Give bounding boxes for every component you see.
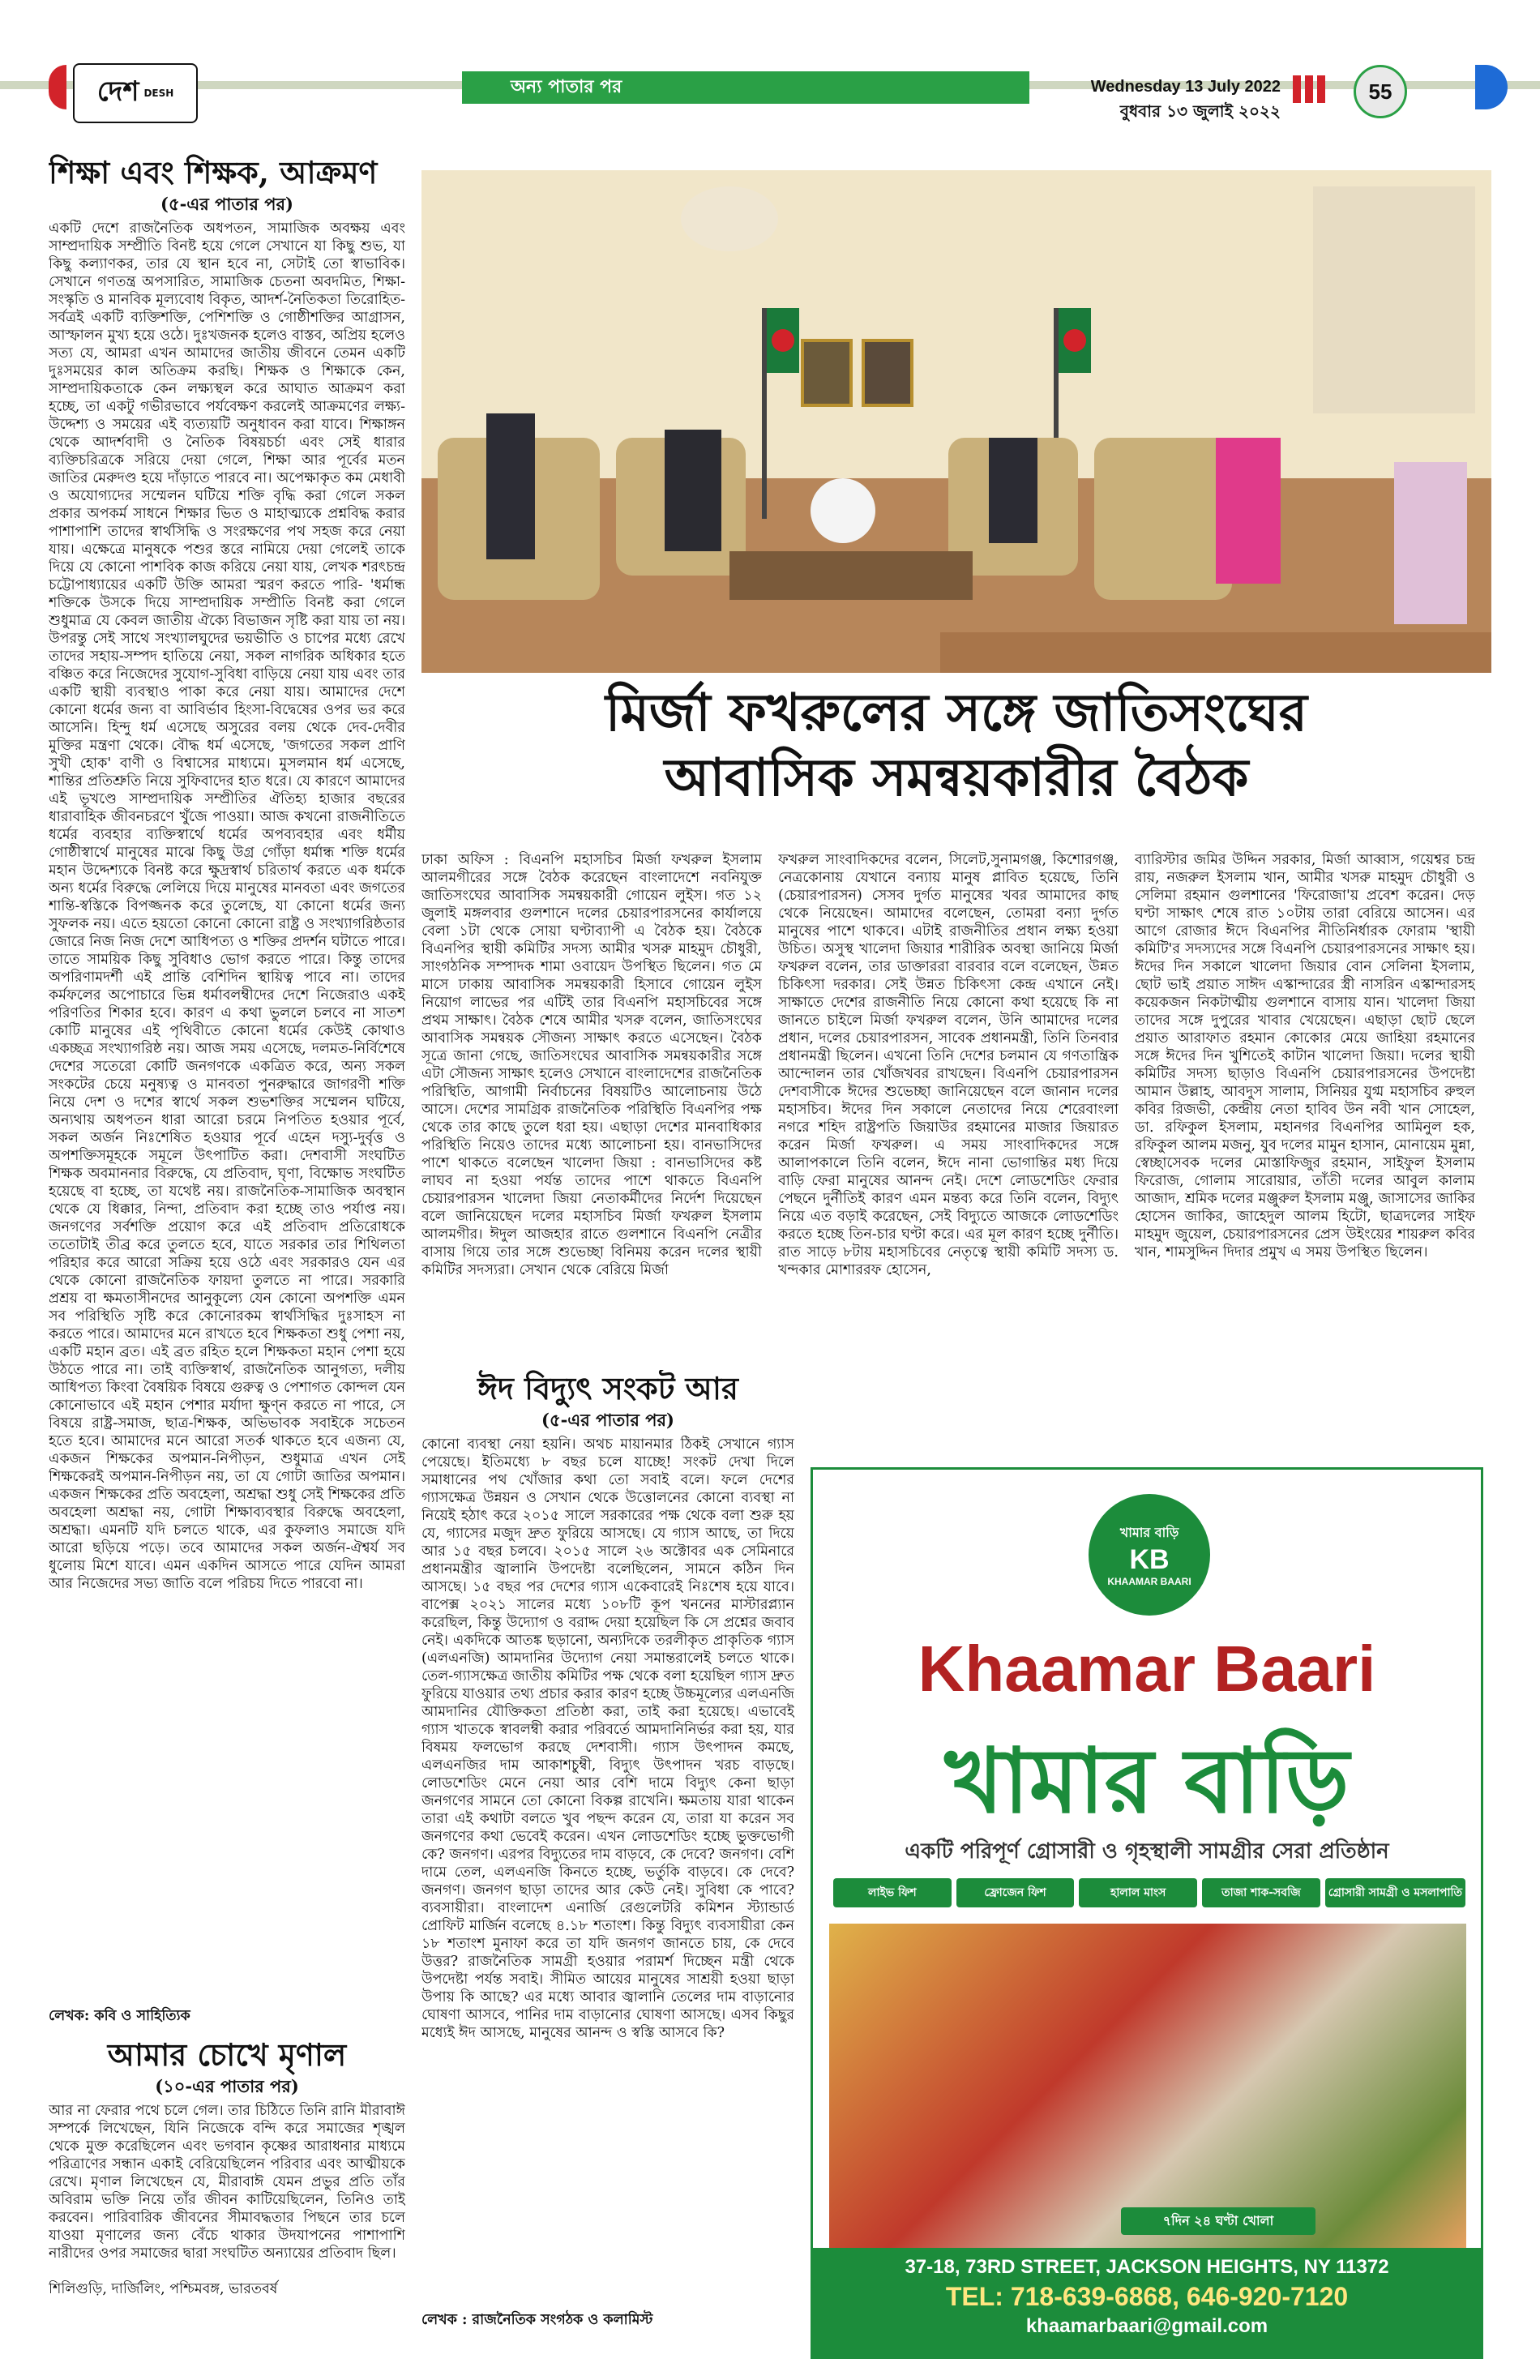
header-right-cap	[1475, 65, 1508, 109]
khaamar-baari-ad	[811, 1467, 1483, 2359]
logo-sub: DESH	[143, 88, 174, 99]
article3-author: লেখক : রাজনৈতিক সংগঠক ও কলামিস্ট	[421, 2312, 653, 2328]
lead-photo	[421, 170, 1491, 673]
ad-contact	[813, 2248, 1481, 2359]
khaamar-baari-badge	[1089, 1494, 1210, 1616]
article2-continued: (১০-এর পাতার পর)	[155, 2076, 299, 2096]
lead-col-2: ফখরুল সাংবাদিকদের বলেন, সিলেট,সুনামগঞ্জ, কিশোরগঞ্জ, নেত্রকোনায় যেখানে বন্যায় মানুষ প্লাবিত হয়েছে, তিনি (চেয়ারপারসন) সেসব দুর্গত মানুষের খবর আমাদের কাছ থেকে নিয়েছেন। আমাদের বলেছেন, তোমরা বন্যা দুর্গত মানুষের পাশে থাকবে। এটাই রাজনীতির প্রধান লক্ষ্য হওয়া উচিত। অসুস্থ খালেদা জিয়ার শারীরিক অবস্থা জানিয়ে মির্জা ফখরুল বলেন, তার ডাক্তাররা বারবার বলে বলেছেন, উন্নত চিকিৎসা দরকার। সেই উন্নত চিকিৎসা কেন্দ্র এখানে নেই। সাক্ষাতে দেশের রাজনীতি নিয়ে কোনো কথা হয়েছে কি না জানতে চাইলে মির্জা ফখরুল বলেন, উনি আমাদের দলের প্রধান, দলের চেয়ারপারসন, সাবেক প্রধানমন্ত্রী, তিনি তিনবার প্রধানমন্ত্রী ছিলেন। এখনো তিনি দেশের চলমান যে গণতান্ত্রিক আন্দোলন তার খোঁজখবর রাখছেন। বিএনপি চেয়ারপারসন দেশবাসীকে ঈদের শুভেচ্ছা জানিয়েছেন বলে জানান দলের মহাসচিব। ঈদের দিন সকালে নেতাদের নিয়ে শেরেবাংলা নগরে শহিদ রাষ্ট্রপতি জিয়াউর রহমানের মাজার জিয়ারত করেন মির্জা ফখরুল। এ সময় সাংবাদিকদের সঙ্গে আলাপকালে তিনি বলেন, ঈদে নানা ভোগান্তির মধ্য দিয়ে বাড়ি ফেরা মানুষের আনন্দ নেই। দেশে লোডশেডিং ফেরার পেছনে দুর্নীতিই কারণ এমন মন্তব্য করে তিনি বলেন, বিদ্যুৎ নিয়ে এত বড়াই করেছেন, সেই বিদ্যুতে আজকে লোডশেডিং করতে হচ্ছে তিন-চার ঘণ্টা করে। এর মূল কারণ হচ্ছে দুর্নীতি। রাত সাড়ে ৮টায় মহাসচিবের নেতৃত্বে স্থায়ী কমিটি সদস্য ড. খন্দকার মোশাররফ হোসেন,	[778, 852, 1119, 1278]
badge-top: খামার বাড়ি	[1119, 1525, 1179, 1540]
flag-bars-icon	[1289, 69, 1329, 109]
page-number: 55	[1354, 65, 1407, 118]
masthead-logo	[73, 63, 198, 123]
lead-headline	[421, 681, 1491, 811]
date-bn: বুধবার ১৩ জুলাই ২০২২	[1119, 101, 1281, 121]
ad-address: 37-18, 73RD STREET, JACKSON HEIGHTS, NY 11372	[905, 2256, 1389, 2278]
section-label: অন্য পাতার পর	[511, 76, 622, 97]
ad-category: ফ্রোজেন ফিশ	[956, 1878, 1075, 1907]
page-header	[0, 0, 1540, 122]
article3-continued: (৫-এর পাতার পর)	[541, 1410, 674, 1430]
date-block	[1013, 75, 1281, 123]
ad-food-photo	[829, 1924, 1466, 2248]
article2-title: আমার চোখে মৃণাল	[107, 2036, 347, 2073]
badge-mid: KB	[1129, 1544, 1170, 1575]
article3-title: ঈদ বিদ্যুৎ সংকট আর	[477, 1370, 738, 1406]
article1-body: একটি দেশে রাজনৈতিক অধপতন, সামাজিক অবক্ষয় এবং সাম্প্রদায়িক সম্প্রীতি বিনষ্ট হয়ে গেলে সেখানে যা কিছু শুভ, যা কিছু কল্যাণকর, তার যে স্থান হবে না, সেটাই তো স্বাভাবিক। সেখানে গণতন্ত্র অপসারিত, সামাজিক চেতনা অবদমিত, শিক্ষা-সংস্কৃতি ও মানবিক মূল্যবোধ বিকৃত, আদর্শ-নৈতিকতা তিরোহিত- সর্বত্রই একটি ব্যক্তিশক্তি, পেশিশক্তি ও গোষ্ঠীশক্তির আগ্রাসন, আস্ফালন মুখ্য হয়ে ওঠে। দুঃখজনক হলেও বাস্তব, অপ্রিয় হলেও সত্য যে, আমরা এখন আমাদের জাতীয় জীবনে তেমন একটি দুঃসময়ের কাল অতিক্রম করছি। শিক্ষক ও শিক্ষাকে কেন, সাম্প্রদায়িকতাকে কেন লক্ষ্যস্থল করে আঘাত আক্রমণ করা হচ্ছে, তা একটু গভীরভাবে পর্যবেক্ষণ করলেই আক্রমণের লক্ষ্য-উদ্দেশ্য ও সময়ের এই ব্যত্যয়টি অনুধাবন করা যাবে। শিক্ষাঙ্গন থেকে আদর্শবাদী ও নৈতিক বিষয়চর্চা এবং সেই ধারার ব্যক্তিচরিত্রকে সরিয়ে দেয়া গেলে, শিক্ষা আর পূর্বের মতন জাতির মেরুদণ্ড হয়ে দাঁড়াতে পারবে না। অপেক্ষাকৃত কম মেধাবী ও অযোগ্যদের সম্মেলন ঘটিয়ে শক্তি বৃদ্ধি করা গেলে সকল প্রকার অপকর্ম সাধনে শিক্ষার ভিত ও মাহাত্ম্যকে প্রশ্নবিদ্ধ করার পাশাপাশি তাদের স্বার্থসিদ্ধি ও সংরক্ষণের পথ সহজ করে নেয়া যায়। এক্ষেত্রে মানুষকে পশুর স্তরে নামিয়ে দেয়া গেলেই তাকে দিয়ে যে কোনো পাশবিক কাজ করিয়ে নেয়া যায়, লেখক শরৎচন্দ্র চট্টোপাধ্যায়ের একটি উক্তি আমরা স্মরণ করতে পারি- 'ধর্মান্ধ শক্তিকে উসকে দিয়ে সাম্প্রদায়িক সম্প্রীতি বিনষ্ট করা গেলে শুধুমাত্র যে কেবল জাতীয় ঐক্যে বিভাজন সৃষ্টি করা যায় তা নয়। উপরন্তু সেই সাথে সংখ্যালঘুদের ভয়ভীতি ও চাপের মধ্যে রেখে তাদের সহায়-সম্পদ হাতিয়ে নেয়া, সকল নাগরিক অধিকার হতে বঞ্চিত করে নিজেদের সুযোগ-সুবিধা বাড়িয়ে নেয়া যায় এবং তার একটি স্থায়ী ব্যবস্থাও পাকা করে নেয়া যায়। আমাদের দেশে কোনো ধর্মের জন্য বা আবির্ভাব হিংসা-বিদ্বেষের ওপর ভর করে আসেনি। হিন্দু ধর্ম এসেছে অসুরের বলয় থেকে দেব-দেবীর মুক্তির মন্ত্রণা থেকে। বৌদ্ধ ধর্ম এসেছে, 'জগতের সকল প্রাণি সুখী হোক' বাণী ও বিশ্বাসের মাধ্যমে। মুসলমান ধর্ম এসেছে, শান্তির প্রতিশ্রুতি নিয়ে সুফিবাদের হাত ধরে। যে কারণে আমাদের এই ভূখণ্ডে সাম্প্রদায়িক সম্প্রীতির ঐতিহ্য হাজার বছরের ধারাবাহিক জীবনচরণে খুঁজে পাওয়া। আজ কখনো রাজনীতিতে ধর্মের ব্যবহার ব্যক্তিস্বার্থে ধর্মের অপব্যবহার এবং ধর্মীয় গোষ্ঠীস্বার্থে মানুষের মাঝে কিছু উগ্র গোঁড়া ধর্মান্ধ শক্তি ধর্মের মহান উদ্দেশ্যকে বিনষ্ট করে ক্ষুদ্রস্বার্থ চরিতার্থ করতে এক ধর্মকে অন্য ধর্মের বিরুদ্ধে লেলিয়ে দিয়ে মানুষের মানবতা এবং জগতের শান্তি-স্বস্তিকে বিপজ্জনক করে তুলেছে, যা কোনো ধর্মের জন্য সুফলক নয়। এতে হয়তো কোনো কোনো রাষ্ট্র ও সংখ্যাগরিষ্ঠতার জোরে নিজ নিজ দেশে আধিপত্য ও শক্তির প্রদর্শন ঘটাতে পারে। তাতে সাময়িক কিছু সুবিধাও ভোগ করতে পারে। কিন্তু তাদের অপরিণামদর্শী এই প্রান্তি বেশিদিন স্থায়িত্ব পাবে না। তাদের কর্মফলের অপোচারে ভিন্ন ধর্মাবলম্বীদের দেশে নিজেরাও একই পরিণতির শিকার হবে। কারণ এ কথা ভুললে চলবে না সাতশ কোটি মানুষের এই পৃথিবীতে কোনো ধর্মের কেউই কোথাও একচ্ছত্র সংখ্যাগরিষ্ঠ নয়। আজ সময় এসেছে, দলমত-নির্বিশেষে দেশের সতেরো কোটি জনগণকে একত্রিত করে, অন্য সকল সংকটের চেয়ে মনুষ্যত্ব ও মানবতা পুনরুদ্ধারে জাগরণী শক্তি নিয়ে দেশ ও দশের স্বার্থে সকল শুভশক্তির সম্মেলন ঘটিয়ে, অন্যথায় অধপতন ধারা আরো চরমে নিপতিত হওয়ার পূর্বে, সকল অর্জন নিঃশেষিত হওয়ার পূর্বে এহেন দস্যু-দুর্বৃত্ত ও অপশক্তিসমূহকে সমূলে উৎপাটিত করা। দেশবাসী সংঘটিত শিক্ষক অবমাননার বিরুদ্ধে, যে প্রতিবাদ, ঘৃণা, বিক্ষোভ সংঘটিত হয়েছে বা হচ্ছে, তা যথেষ্ট নয়। রাজনৈতিক-সামাজিক অবস্থান থেকে যে ধিক্কার, নিন্দা, প্রতিবাদ করা হচ্ছে তাও পর্যাপ্ত নয়। জনগণের সর্বশক্তি প্রয়োগ করে এই প্রতিবাদ প্রতিরোধকে ততোটাই তীব্র করে তুলতে হবে, যাতে সরকার তার শিথিলতা পরিহার করে আরো সক্রিয় হয়ে ওঠে এবং সরকারও যেন এর থেকে কোনো রাজনৈতিক ফায়দা তুলতে না পারে। সরকারি প্রশ্রয় বা ক্ষমতাসীনদের আনুকূল্যে যেন কোনো অপশক্তি এমন সব পরিস্থিতি সৃষ্টি করে কোনোরকম স্বার্থসিদ্ধির দুঃসাহস না করতে পারে। আমাদের মনে রাখতে হবে শিক্ষকতা শুধু পেশা নয়, একটি মহান ব্রত। এই ব্রত রহিত হলে শিক্ষকতা মহান পেশা হয়ে উঠতে পারে না। তাই ব্যক্তিস্বার্থ, রাজনৈতিক আনুগত্য, দলীয় আধিপত্য কিংবা বৈষয়িক বিষয়ে গুরুত্ব ও পেশাগত কোন্দল যেন কোনোভাবে এই মহান পেশার মর্যাদা ক্ষুণ্ন করতে না পারে, সে বিষয়ে রাষ্ট্র-সমাজ, ছাত্র-শিক্ষক, অভিভাবক সবাইকে সচেতন হতে হবে। আমাদের মনে আরো সতর্ক থাকতে হবে এজন্য যে, একজন শিক্ষকের অপমান-নিপীড়ন, শুধুমাত্র এখন সেই শিক্ষকেরই অপমান-নিপীড়ন নয়, তা যে গোটা জাতির অপমান। একজন শিক্ষকের প্রতি অবহেলা, অশ্রদ্ধা শুধু সেই শিক্ষকের প্রতি অবহেলা অশ্রদ্ধা নয়, গোটা শিক্ষাব্যবস্থার বিরুদ্ধে অবহেলা, অশ্রদ্ধা। এমনটি যদি চলতে থাকে, এর কুফলাও সমাজে যদি আরো ছড়িয়ে পড়ে। তবে আমাদের সকল অর্জন-ঐশ্বর্য সব ধুলোয় মিশে যাবে। এমন একদিন আসতে পারে যেদিন আমরা আর নিজেদের সভ্য জাতি বলে পরিচয় দিতে পারবো না।	[49, 220, 405, 1592]
lead-headline-line2: আবাসিক সমন্বয়কারীর বৈঠক	[664, 747, 1249, 808]
ad-category: হালাল মাংস	[1079, 1878, 1197, 1907]
ad-open-hours: ৭দিন ২৪ ঘণ্টা খোলা	[1121, 2207, 1315, 2235]
date-en: Wednesday 13 July 2022	[1090, 78, 1281, 96]
ad-category: তাজা শাক-সবজি	[1202, 1878, 1320, 1907]
article1-title: শিক্ষা এবং শিক্ষক, আক্রমণ	[49, 154, 378, 190]
article2-body: আর না ফেরার পথে চলে গেল। তার চিঠিতে তিনি রানি মীরাবাঈ সম্পর্কে লিখেছেন, যিনি নিজেকে বন্দি করে সমাজের শৃঙ্খল থেকে মুক্ত করেছিলেন এবং ভগবান কৃষ্ণের আরাধনার মাধ্যমে পরিত্রাণের সন্ধান একাই বেরিয়েছিলেন পরিবার এবং আত্মীয়কে রেখে। মৃণাল লিখেছেন যে, মীরাবাঈ যেমন প্রভুর প্রতি তাঁর অবিরাম ভক্তি নিয়ে তাঁর জীবন কাটিয়েছিলেন, তিনিও তাই করবেন। পারিবারিক জীবনের সীমাবদ্ধতার পিছনে তার চলে যাওয়া মৃণালের জন্য বেঁচে থাকার উদযাপনের পাশাপাশি নারীদের ওপর সমাজের দ্বারা সংঘটিত অন্যায়ের প্রতিবাদ ছিল।	[49, 2103, 405, 2262]
article3-body: কোনো ব্যবস্থা নেয়া হয়নি। অথচ মায়ানমার ঠিকই সেখানে গ্যাস পেয়েছে। ইতিমধ্যে ৮ বছর চলে যাচ্ছে! সংকট দেখা দিলে সমাধানের পথ খোঁজার কথা তো সবাই বলে। ফলে দেশের গ্যাসক্ষেত্র উন্নয়ন ও সেখান থেকে উত্তোলনের কোনো ব্যবস্থা না নিয়েই হঠাৎ করে ২০১৫ সালে সরকারের পক্ষ থেকে বলা শুরু হয় যে, গ্যাসের মজুদ দ্রুত ফুরিয়ে আসছে। যে গ্যাস আছে, তা দিয়ে আর ১৫ বছর চলবে। ২০১৫ সালে ২৬ অক্টোবর এক সেমিনারে প্রধানমন্ত্রীর জ্বালানি উপদেষ্টা বলেছিলেন, সামনে কঠিন দিন আসছে। ১৫ বছর পর দেশের গ্যাস একেবারেই নিঃশেষ হয়ে যাবে। বাপেক্স ২০২১ সালের মধ্যে ১০৮টি কূপ খননের মাস্টারপ্ল্যান করেছিল, কিন্তু উদ্যোগ ও বরাদ্দ দেয়া হয়েছিল কি সে প্রশ্নের জবাব নেই। একদিকে আতঙ্ক ছড়ানো, অন্যদিকে তরলীকৃত প্রাকৃতিক গ্যাস (এলএনজি) আমদানির উদ্যোগ নেয়া সমান্তরালেই চলতে থাকে। তেল-গ্যাসক্ষেত্র জাতীয় কমিটির পক্ষ থেকে বলা হয়েছিল গ্যাস দ্রুত ফুরিয়ে যাওয়ার তথ্য প্রচার করার কারণ হচ্ছে উচ্চমূল্যের এলএনজি আমদানির যৌক্তিকতা প্রতিষ্ঠা করা, তাই করা হয়েছে। এভাবেই গ্যাস খাতকে স্বাবলম্বী করার পরিবর্তে আমদানিনির্ভর করা হয়, যার বিষময় ফলভোগ করছে দেশবাসী। গ্যাস উৎপাদন কমছে, এলএনজির দাম আকাশচুম্বী, বিদ্যুৎ উৎপাদন খরচ বাড়ছে। লোডশেডিং মেনে নেয়া আর বেশি দামে বিদ্যুৎ কেনা ছাড়া জনগণের সামনে তো কোনো বিকল্প রাখেনি। ক্ষমতায় যারা থাকেন তারা এই কথাটা বলতে খুব পছন্দ করেন যে, তারা যা করেন সব জনগণের কথা ভেবেই করেন। এখন লোডশেডিং হচ্ছে ভুক্তভোগী কে? জনগণ। এরপর বিদ্যুতের দাম বাড়বে, কে দেবে? জনগণ। বেশি দামে তেল, এলএনজি কিনতে হচ্ছে, ভর্তুকি বাড়বে। কে দেবে? জনগণ। জনগণ ছাড়া তাদের আর কেউ নেই। সুবিধা কে পাবে? ব্যবসায়ীরা। বাংলাদেশ এনার্জি রেগুলেটরি কমিশন স্ট্যান্ডার্ড প্রোফিট মার্জিন বলেছে ৪.১৮ শতাংশ। কিন্তু বিদ্যুৎ ব্যবসায়ীরা কেন ১৮ শতাংশ মুনাফা করে তা যদি জনগণ জানতে চায়, কে দেবে উত্তর? রাজনৈতিক সামগ্রী হওয়ার পরামর্শ দিচ্ছেন মন্ত্রী থেকে উপদেষ্টা পর্যন্ত সবাই। সীমিত আয়ের মানুষের সাশ্রয়ী হওয়া ছাড়া উপায় কি আছে? এর মধ্যে আবার জ্বালানি তেলের দাম বাড়ানোর ঘোষণা আসবে, পানির দাম বাড়ানোর ঘোষণা আসছে। এসব কিছুর মধ্যেই ঈদ আসছে, মানুষের আনন্দ ও স্বস্তি আসবে কি?	[421, 1436, 794, 2041]
article2-author: শিলিগুড়ি, দার্জিলিং, পশ্চিমবঙ্গ, ভারতবর্ষ	[49, 2281, 278, 2297]
lead-headline-line1: মির্জা ফখরুলের সঙ্গে জাতিসংঘের	[605, 683, 1307, 743]
ad-name-en: Khaamar Baari	[918, 1633, 1376, 1705]
ad-email: khaamarbaari@gmail.com	[1025, 2315, 1268, 2337]
article1-continued: (৫-এর পাতার পর)	[160, 194, 293, 214]
ad-category: গ্রোসারী সামগ্রী ও মসলাপাতি	[1325, 1878, 1465, 1907]
ad-tagline: একটি পরিপূর্ণ গ্রোসারী ও গৃহস্থালী সামগ্রীর সেরা প্রতিষ্ঠান	[905, 1839, 1389, 1864]
lead-col-3: ব্যারিস্টার জমির উদ্দিন সরকার, মির্জা আব্বাস, গয়েশ্বর চন্দ্র রায়, নজরুল ইসলাম খান, আমীর খসরু মাহমুদ চৌধুরী ও সেলিমা রহমান গুলশানের 'ফিরোজা'য় প্রবেশ করেন। দেড় ঘণ্টা সাক্ষাৎ শেষে রাত ১০টায় তারা বেরিয়ে আসেন। এর আগে রোজার ঈদে বিএনপির নীতিনির্ধারক ফোরাম 'স্থায়ী কমিটি'র সদস্যদের সঙ্গে বিএনপি চেয়ারপারসনের সাক্ষাৎ হয়। ঈদের দিন সকালে খালেদা জিয়ার বোন সেলিনা ইসলাম, ছোট ভাই প্রয়াত সাঈদ এস্কান্দারের স্ত্রী নাসরিন এস্কান্দারসহ কয়েকজন নিকটাত্মীয় গুলশানে বাসায় যান। খালেদা জিয়া তাদের সঙ্গে দুপুরের খাবার খেয়েছেন। এছাড়া ছোট ছেলে প্রয়াত আরাফাত রহমান কোকোর মেয়ে জাহিয়া রহমানের সঙ্গে ঈদের দিন খুশিতেই কাটান খালেদা জিয়া। দলের স্থায়ী কমিটির সদস্য ছাড়াও বিএনপি চেয়ারপারসনের উপদেষ্টা আমান উল্লাহ, আবদুস সালাম, সিনিয়র যুগ্ম মহাসচিব রুহুল কবির রিজভী, কেন্দ্রীয় নেতা হাবিব উন নবী খান সোহেল, ডা. রফিকুল ইসলাম, মহানগর বিএনপির আমিনুল হক, রফিকুল আলম মজনু, যুব দলের মামুন হাসান, মোনায়েম মুন্না, স্বেচ্ছাসেবক দলের মোস্তাফিজুর রহমান, সাইফুল ইসলাম ফিরোজ, গোলাম সারোয়ার, তাঁতী দলের আবুল কালাম আজাদ, শ্রমিক দলের মঞ্জুরুল ইসলাম মঞ্জু, জাসাসের জাকির হোসেন জাকির, জাহেদুল আলম হিটো, ছাত্রদলের সাইফ মাহমুদ জুয়েল, চেয়ারপারসনের প্রেস উইংয়ের শায়রুল কবির খান, শামসুদ্দিন দিদার প্রমুখ এ সময় উপস্থিত ছিলেন।	[1135, 852, 1475, 1261]
meeting-room-illustration	[421, 170, 1491, 673]
ad-name-bn: খামার বাড়ি	[944, 1728, 1350, 1833]
article1-author: লেখক: কবি ও সাহিত্যিক	[49, 2008, 190, 2024]
section-banner	[462, 71, 1029, 104]
header-left-cap	[49, 65, 66, 109]
badge-bottom: KHAAMAR BAARI	[1107, 1576, 1191, 1587]
lead-col-1: ঢাকা অফিস : বিএনপি মহাসচিব মির্জা ফখরুল ইসলাম আলমগীরের সঙ্গে বৈঠক করেছেন বাংলাদেশে নবনিযুক্ত জাতিসংঘের আবাসিক সমন্বয়কারী গোয়েন লুইস। গত ১২ জুলাই মঙ্গলবার গুলশানে দলের চেয়ারপারসনের কার্যালয়ে বেলা ১টা থেকে সোয়া ঘণ্টাব্যাপী এ বৈঠক হয়। বৈঠকে বিএনপির স্থায়ী কমিটির সদস্য আমীর খসরু মাহমুদ চৌধুরী, সাংগঠনিক সম্পাদক শামা ওবায়েদ উপস্থিত ছিলেন। গত মে মাসে ঢাকায় আবাসিক সমন্বয়কারী হিসাবে গোয়েন লুইস নিয়োগ লাভের পর এটিই তার বিএনপি মহাসচিবের সঙ্গে প্রথম সাক্ষাৎ। বৈঠক শেষে আমীর খসরু বলেন, জাতিসংঘের আবাসিক সমন্বয়ক সৌজন্য সাক্ষাৎ করতে এসেছেন। বৈঠক সূত্রে জানা গেছে, জাতিসংঘের আবাসিক সমন্বয়কারীর সঙ্গে এটা সৌজন্য সাক্ষাৎ হলেও সেখানে বাংলাদেশের রাজনৈতিক পরিস্থিতি, আগামী নির্বাচনের বিষয়টিও আলোচনায় উঠে আসে। দেশের সামগ্রিক রাজনৈতিক পরিস্থিতি বিএনপির পক্ষ থেকে তার কাছে তুলে ধরা হয়। এছাড়া দেশের মানবাধিকার পরিস্থিতি নিয়েও তাদের মধ্যে আলোচনা হয়। বানভাসিদের পাশে থাকতে বলেছেন খালেদা জিয়া : বানভাসিদের কষ্ট লাঘব না হওয়া পর্যন্ত তাদের পাশে থাকতে বিএনপি চেয়ারপারসন খালেদা জিয়া নেতাকর্মীদের নির্দেশ দিয়েছেন বলে জানিয়েছেন দলের মহাসচিব মির্জা ফখরুল ইসলাম আলমগীর। ঈদুল আজহার রাতে গুলশানে বিএনপি নেত্রীর বাসায় গিয়ে তার সঙ্গে শুভেচ্ছা বিনিময় করেন দলের স্থায়ী কমিটির সদস্যরা। সেখান থেকে বেরিয়ে মির্জা	[421, 852, 762, 1278]
ad-categories	[833, 1875, 1465, 1911]
logo-text: দেশ	[96, 75, 139, 108]
ad-phone: TEL: 718-639-6868, 646-920-7120	[945, 2282, 1349, 2311]
ad-category: লাইভ ফিশ	[833, 1878, 952, 1907]
left-column	[49, 154, 405, 2351]
article3	[421, 1370, 794, 2351]
